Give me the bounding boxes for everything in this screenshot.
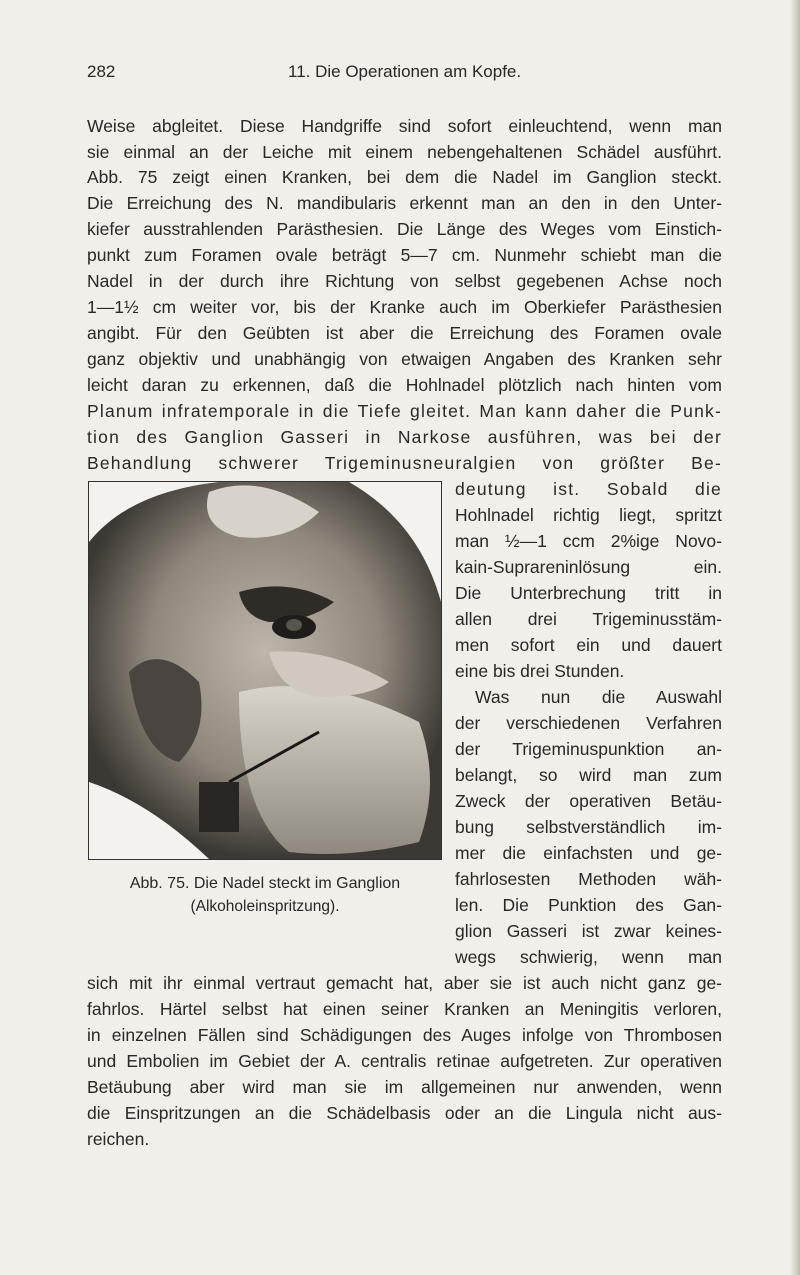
text-line: reichen. [87, 1129, 150, 1149]
text-line: ganz objektiv und unabhängig von etwaigen Angaben des Kranken sehr [87, 349, 722, 369]
text-line: Betäubung aber wird man sie im allgemeinen nur anwenden, wenn [87, 1077, 722, 1097]
text-line: kain-Suprareninlösung ein. [455, 557, 722, 577]
text-line: angibt. Für den Geübten ist aber die Erreichung des Foramen ovale [87, 323, 722, 343]
text-line: Planum infratemporale in die Tiefe gleitet. Man kann daher die Punk- [87, 401, 722, 421]
text-line: sich mit ihr einmal vertraut gemacht hat, aber sie ist auch nicht ganz ge- [87, 973, 722, 993]
text-line: mer die einfachsten und ge- [455, 843, 722, 863]
text-line: sie einmal an der Leiche mit einem nebengehaltenen Schädel ausführt. [87, 142, 722, 162]
figure-photograph [88, 481, 442, 860]
text-line: und Embolien im Gebiet der A. centralis retinae aufgetreten. Zur operativen [87, 1051, 722, 1071]
text-line: Weise abgleitet. Diese Handgriffe sind sofort einleuchtend, wenn man [87, 116, 722, 136]
text-line: die Einspritzungen an die Schädelbasis oder an die Lingula nicht aus- [87, 1103, 722, 1123]
figure-caption-sub: (Alkoholeinspritzung). [190, 898, 340, 915]
patient-portrait-image [89, 482, 441, 859]
page-number: 282 [87, 62, 116, 81]
text-line: Die Erreichung des N. mandibularis erkennt man an den in den Unter- [87, 193, 722, 213]
text-line: fahrlosesten Methoden wäh- [455, 869, 722, 889]
text-line: bung selbstverständlich im- [455, 817, 722, 837]
text-line: 1—1½ cm weiter vor, bis der Kranke auch im Oberkiefer Parästhesien [87, 297, 722, 317]
text-line: punkt zum Foramen ovale beträgt 5—7 cm. Nunmehr schiebt man die [87, 245, 722, 265]
text-line: allen drei Trigeminusstäm- [455, 609, 722, 629]
text-line: leicht daran zu erkennen, daß die Hohlnadel plötzlich nach hinten vom [87, 375, 722, 395]
text-line: Abb. 75 zeigt einen Kranken, bei dem die Nadel im Ganglion steckt. [87, 167, 722, 187]
text-line: Zweck der operativen Betäu- [455, 791, 722, 811]
text-line: Hohlnadel richtig liegt, spritzt [455, 505, 722, 525]
running-head: 11. Die Operationen am Kopfe. [288, 62, 522, 81]
text-line: deutung ist. Sobald die [455, 479, 722, 499]
text-line: wegs schwierig, wenn man [455, 947, 722, 967]
text-line: Behandlung schwerer Trigeminusneuralgien von größter Be- [87, 453, 722, 473]
text-line: tion des Ganglion Gasseri in Narkose ausführen, was bei der [87, 427, 722, 447]
text-line: man ½—1 ccm 2%ige Novo- [455, 531, 722, 551]
page-header [0, 62, 800, 88]
text-line: belangt, so wird man zum [455, 765, 722, 785]
text-line: fahrlos. Härtel selbst hat einen seiner Kranken an Meningitis verloren, [87, 999, 722, 1019]
text-line: Nadel in der durch ihre Richtung von selbst gegebenen Achse noch [87, 271, 722, 291]
text-line: eine bis drei Stunden. [455, 661, 625, 681]
text-line: in einzelnen Fällen sind Schädigungen des Auges infolge von Thrombosen [87, 1025, 722, 1045]
text-line: Die Unterbrechung tritt in [455, 583, 722, 603]
text-line: der Trigeminuspunktion an- [455, 739, 722, 759]
text-line: kiefer ausstrahlenden Parästhesien. Die Länge des Weges vom Einstich- [87, 219, 722, 239]
figure-caption: Abb. 75. Die Nadel steckt im Ganglion [129, 875, 401, 892]
text-line: len. Die Punktion des Gan- [455, 895, 722, 915]
text-line: der verschiedenen Verfahren [455, 713, 722, 733]
text-line: men sofort ein und dauert [455, 635, 722, 655]
text-line: Was nun die Auswahl [475, 687, 722, 707]
text-line: glion Gasseri ist zwar keines- [455, 921, 722, 941]
page-edge-shadow [790, 0, 800, 1275]
